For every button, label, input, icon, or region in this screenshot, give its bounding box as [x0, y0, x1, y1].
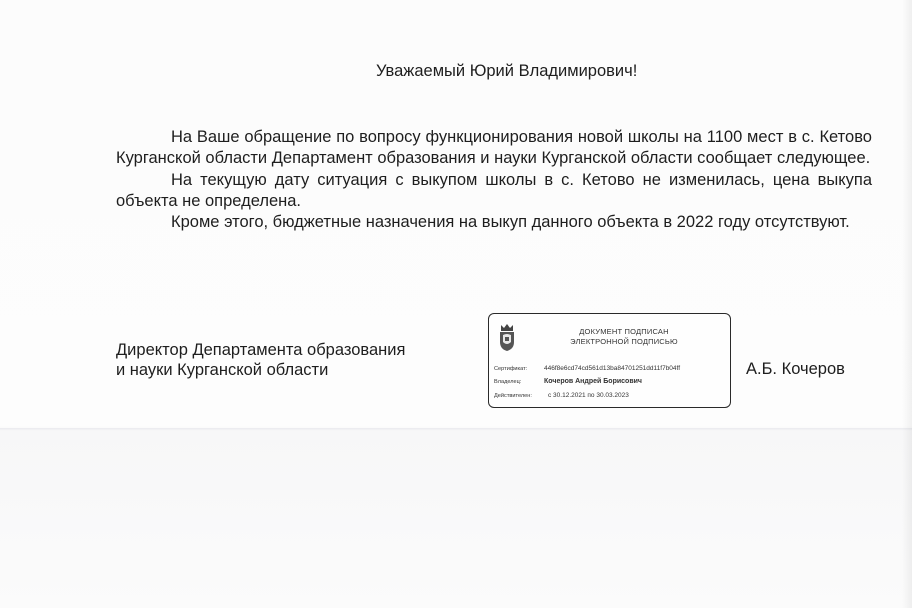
letter-paragraph-1: На Ваше обращение по вопросу функционирования новой школы на 1100 мест в с. Кетово Курганской области Департамент образования и науки Курганской области сообщает следующее.: [116, 128, 872, 168]
letter-greeting: Уважаемый Юрий Владимирович!: [376, 62, 638, 80]
signer-name: А.Б. Кочеров: [746, 360, 845, 378]
signer-title-line-2: и науки Курганской области: [116, 361, 329, 379]
certificate-value: 446f8e6cd74cd561d13ba84701251dd11f7b04ff: [544, 365, 681, 372]
stamp-validity-row: [494, 392, 629, 399]
validity-value: с 30.12.2021 по 30.03.2023: [548, 392, 629, 399]
letter-paragraph-2: На текущую дату ситуация с выкупом школы в с. Кетово не изменилась, цена выкупа объекта не определена.: [116, 170, 872, 210]
certificate-label: Сертификат:: [494, 366, 528, 372]
coat-of-arms-icon: [498, 322, 516, 352]
letter-body: [116, 127, 872, 233]
stamp-owner-row: [494, 378, 642, 385]
stamp-heading-line-2: ЭЛЕКТРОННОЙ ПОДПИСЬЮ: [570, 336, 678, 346]
stamp-certificate-row: [494, 365, 680, 372]
stamp-heading: [529, 327, 719, 346]
owner-value: Кочеров Андрей Борисович: [544, 378, 642, 385]
signer-title: [116, 340, 405, 380]
signer-title-line-1: Директор Департамента образования: [116, 341, 406, 359]
page-edge-shadow: [902, 0, 912, 608]
letter-paragraph-3: Кроме этого, бюджетные назначения на выкуп данного объекта в 2022 году отсутствуют.: [171, 213, 850, 232]
validity-label: Действителен:: [494, 393, 532, 399]
electronic-signature-stamp: [488, 313, 731, 408]
owner-label: Владелец:: [494, 379, 522, 385]
paper-fold-line: [0, 428, 912, 431]
stamp-heading-line-1: ДОКУМЕНТ ПОДПИСАН: [579, 327, 669, 336]
